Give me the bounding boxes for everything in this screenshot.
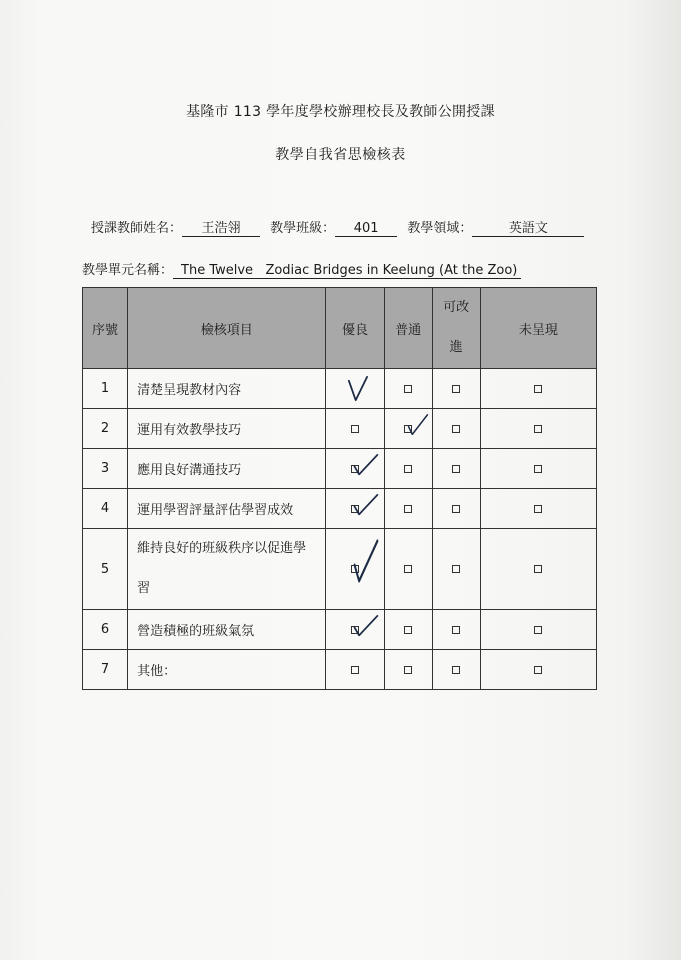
rating-cell-average[interactable] — [384, 610, 432, 650]
info-line — [91, 217, 584, 237]
check-item: 應用良好溝通技巧 — [128, 449, 326, 489]
row-number: 7 — [83, 650, 128, 690]
checkbox-average[interactable] — [404, 505, 412, 513]
checkbox-improve[interactable] — [452, 626, 460, 634]
rating-cell-average[interactable] — [384, 449, 432, 489]
check-item: 營造積極的班級氣氛 — [128, 610, 326, 650]
checkbox-average[interactable] — [404, 465, 412, 473]
table-row — [83, 409, 597, 449]
row-number: 4 — [83, 489, 128, 529]
checklist-table — [82, 287, 597, 690]
checkbox-excellent[interactable] — [351, 626, 359, 634]
rating-cell-not-shown[interactable] — [480, 489, 596, 529]
row-number: 2 — [83, 409, 128, 449]
rating-cell-improve[interactable] — [432, 610, 480, 650]
table-row — [83, 529, 597, 610]
rating-cell-excellent[interactable] — [326, 369, 384, 409]
rating-cell-excellent[interactable] — [326, 650, 384, 690]
rating-cell-excellent[interactable] — [326, 409, 384, 449]
checkbox-improve[interactable] — [452, 505, 460, 513]
checkmark-icon — [326, 369, 383, 408]
table-row — [83, 369, 597, 409]
rating-cell-improve[interactable] — [432, 650, 480, 690]
checkbox-excellent[interactable] — [351, 666, 359, 674]
rating-cell-average[interactable] — [384, 650, 432, 690]
checkbox-average[interactable] — [404, 425, 412, 433]
row-number: 6 — [83, 610, 128, 650]
checkbox-improve[interactable] — [452, 666, 460, 674]
checkbox-not-shown[interactable] — [534, 505, 542, 513]
checkbox-excellent[interactable] — [351, 565, 359, 573]
rating-cell-excellent[interactable] — [326, 529, 384, 610]
col-header-average: 普通 — [384, 288, 432, 369]
checkbox-not-shown[interactable] — [534, 385, 542, 393]
col-header-excellent: 優良 — [326, 288, 384, 369]
checkbox-average[interactable] — [404, 626, 412, 634]
table-row — [83, 610, 597, 650]
rating-cell-not-shown[interactable] — [480, 529, 596, 610]
row-number: 1 — [83, 369, 128, 409]
checkbox-excellent[interactable] — [351, 425, 359, 433]
checkbox-not-shown[interactable] — [534, 626, 542, 634]
checkbox-excellent[interactable] — [351, 465, 359, 473]
table-header-row — [83, 288, 597, 369]
col-header-no: 序號 — [83, 288, 128, 369]
rating-cell-excellent[interactable] — [326, 489, 384, 529]
col-header-improve — [432, 288, 480, 369]
table-row — [83, 449, 597, 489]
check-item: 運用有效教學技巧 — [128, 409, 326, 449]
check-item — [128, 529, 326, 610]
col-header-improve-line1: 可改 — [443, 300, 470, 315]
checkbox-not-shown[interactable] — [534, 425, 542, 433]
col-header-improve-line2: 進 — [449, 340, 463, 355]
checkbox-improve[interactable] — [452, 465, 460, 473]
unit-name-field[interactable]: The Twelve Zodiac Bridges in Keelung (At the Zoo) — [173, 264, 521, 279]
class-label: 教學班級： — [270, 221, 336, 236]
teacher-label: 授課教師姓名： — [91, 221, 183, 236]
rating-cell-average[interactable] — [384, 409, 432, 449]
check-item: 清楚呈現教材內容 — [128, 369, 326, 409]
table-row — [83, 489, 597, 529]
check-item: 運用學習評量評估學習成效 — [128, 489, 326, 529]
rating-cell-not-shown[interactable] — [480, 449, 596, 489]
row-number: 3 — [83, 449, 128, 489]
checkbox-average[interactable] — [404, 385, 412, 393]
unit-line — [82, 259, 521, 279]
rating-cell-improve[interactable] — [432, 489, 480, 529]
checkbox-average[interactable] — [404, 565, 412, 573]
rating-cell-improve[interactable] — [432, 369, 480, 409]
row-number: 5 — [83, 529, 128, 610]
check-item-line1: 維持良好的班級秩序以促進學 — [137, 541, 307, 556]
checkbox-not-shown[interactable] — [534, 565, 542, 573]
checkbox-improve[interactable] — [452, 385, 460, 393]
rating-cell-improve[interactable] — [432, 409, 480, 449]
checkbox-improve[interactable] — [452, 425, 460, 433]
rating-cell-average[interactable] — [384, 529, 432, 610]
unit-label: 教學單元名稱： — [82, 263, 174, 278]
form-subtitle: 教學自我省思檢核表 — [275, 147, 406, 163]
checkbox-excellent[interactable] — [351, 505, 359, 513]
domain-label: 教學領域： — [407, 221, 473, 236]
rating-cell-excellent[interactable] — [326, 610, 384, 650]
rating-cell-not-shown[interactable] — [480, 409, 596, 449]
rating-cell-average[interactable] — [384, 369, 432, 409]
domain-field[interactable]: 英語文 — [472, 222, 584, 237]
rating-cell-improve[interactable] — [432, 529, 480, 610]
check-item-line2: 習 — [137, 581, 151, 596]
rating-cell-not-shown[interactable] — [480, 650, 596, 690]
form-title: 基隆市 113 學年度學校辦理校長及教師公開授課 — [186, 104, 495, 120]
check-item: 其他： — [128, 650, 326, 690]
rating-cell-not-shown[interactable] — [480, 610, 596, 650]
rating-cell-excellent[interactable] — [326, 449, 384, 489]
class-field[interactable]: 401 — [335, 222, 397, 237]
checkbox-not-shown[interactable] — [534, 666, 542, 674]
checkbox-improve[interactable] — [452, 565, 460, 573]
teacher-name-field[interactable]: 王浩翎 — [182, 222, 260, 237]
checkbox-not-shown[interactable] — [534, 465, 542, 473]
checkbox-average[interactable] — [404, 666, 412, 674]
table-row — [83, 650, 597, 690]
rating-cell-not-shown[interactable] — [480, 369, 596, 409]
col-header-not-shown: 未呈現 — [480, 288, 596, 369]
rating-cell-improve[interactable] — [432, 449, 480, 489]
rating-cell-average[interactable] — [384, 489, 432, 529]
col-header-item: 檢核項目 — [128, 288, 326, 369]
